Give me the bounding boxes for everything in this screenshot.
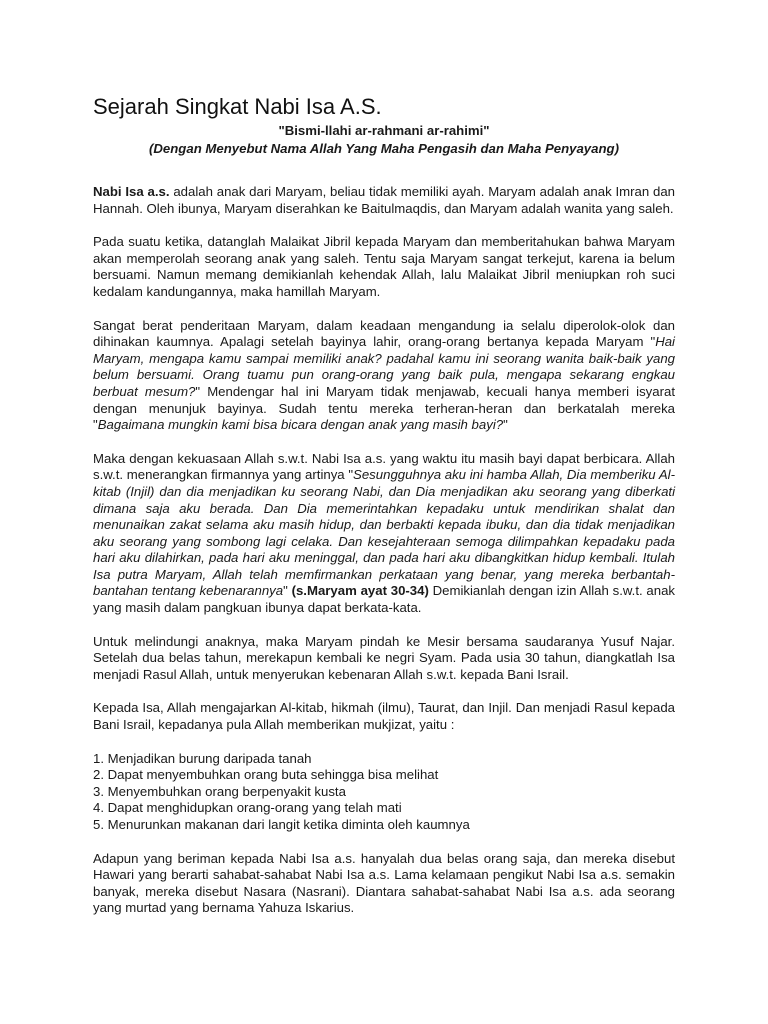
paragraph-egypt: Untuk melindungi anaknya, maka Maryam pindah ke Mesir bersama saudaranya Yusuf Najar. Setelah dua belas tahun, merekapun kembali ke negri Syam. Pada usia 30 tahun, diangkatlah Isa menjadi Rasul Allah, untuk menyerukan kebenaran Allah s.w.t. kepada Bani Israil. <box>93 633 675 682</box>
paragraph-intro <box>93 184 675 217</box>
verse-reference: (s.Maryam ayat 30-34) <box>291 583 429 599</box>
text-segment: " <box>503 417 508 433</box>
paragraph-miracle-speech <box>93 451 675 617</box>
paragraph-intro-text: adalah anak dari Maryam, beliau tidak memiliki ayah. Maryam adalah anak Imran dan Hannah. Oleh ibunya, Maryam diserahkan ke Baitulmaqdis, dan Maryam adalah wanita yang saleh. <box>93 184 675 216</box>
text-segment: " Mendengar hal ini Maryam tidak menjawab, kecuali hanya memberi isyarat dengan menunjuk bayinya. Sudah tentu mereka terheran-heran dan berkatalah mereka " <box>93 383 675 433</box>
list-item: 3. Menyembuhkan orang berpenyakit kusta <box>93 783 346 799</box>
paragraph-teachings: Kepada Isa, Allah mengajarkan Al-kitab, hikmah (ilmu), Taurat, dan Injil. Dan menjadi Rasul kepada Bani Israil, kepadanya pula Allah memberikan mukjizat, yaitu : <box>93 700 675 733</box>
paragraph-jibril: Pada suatu ketika, datanglah Malaikat Jibril kepada Maryam dan memberitahukan bahwa Maryam akan memperolah seorang anak yang saleh. Tentu saja Maryam sangat terkejut, karena ia belum bersuami. Namun memang demikianlah kehendak Allah, lalu Malaikat Jibril meniupkan roh suci kedalam kandungannya, maka hamillah Maryam. <box>93 234 675 299</box>
paragraph-intro-lead: Nabi Isa a.s. <box>93 184 170 199</box>
text-segment: Demikianlah dengan izin Allah s.w.t. anak yang masih dalam pangkuan ibunya dapat berkata-kata. <box>93 583 676 616</box>
list-item: 2. Dapat menyembuhkan orang buta sehingga bisa melihat <box>93 767 439 783</box>
mukjizat-list <box>93 751 675 834</box>
bismillah-arabic-line: "Bismi-llahi ar-rahmani ar-rahimi" <box>278 123 490 138</box>
list-item: 4. Dapat menghidupkan orang-orang yang telah mati <box>93 800 402 816</box>
list-item: 1. Menjadikan burung daripada tanah <box>93 750 312 766</box>
paragraph-maryam-suffering <box>93 318 675 434</box>
quote-italic: Sesungguhnya aku ini hamba Allah, Dia memberiku Al-kitab (Injil) dan dia menjadikan ku seorang Nabi, dan Dia menjadikan aku seorang yang diberkati dimana saja aku berada. Dan Dia memerintahkan kepadaku untuk mendirikan shalat dan menunaikan zakat selama aku masih hidup, dan berbakti kepada ibuku, dan dia tidak menjadikan aku seorang yang sombong lagi celaka. Dan kesejahteraan semoga dilimpahkan kepadaku pada hari aku dilahirkan, pada hari aku meninggal, dan pada hari aku dibangkitkan hidup kembali. Itulah Isa putra Maryam, Allah telah memfirmankan perkataan yang benar, yang mereka berbantah-bantahan tentang kebenarannya <box>93 467 675 599</box>
quote-italic: Hai Maryam, mengapa kamu sampai memiliki anak? padahal kamu ini seorang wanita baik-baik yang belum bersuami. Orang tuamu pun orang-orang yang baik pula, mengapa sekarang engkau berbuat mesum? <box>93 334 675 399</box>
text-segment: Sangat berat penderitaan Maryam, dalam keadaan mengandung ia selalu diperolok-olok dan dihinakan kaumnya. Apalagi setelah bayinya lahir, orang-orang bertanya kepada Maryam " <box>93 317 675 350</box>
text-segment: " <box>283 583 292 599</box>
paragraph-hawari: Adapun yang beriman kepada Nabi Isa a.s. hanyalah dua belas orang saja, dan mereka disebut Hawari yang berarti sahabat-sahabat Nabi Isa a.s. Lama kelamaan pengikut Nabi Isa a.s. semakin banyak, mereka disebut Nasara (Nasrani). Diantara sahabat-sahabat Nabi Isa a.s. ada seorang yang murtad yang bernama Yahuza Iskarius. <box>93 850 675 916</box>
bismillah-block <box>93 122 675 158</box>
document-page <box>93 94 675 934</box>
list-item: 5. Menurunkan makanan dari langit ketika diminta oleh kaumnya <box>93 817 470 832</box>
page-title: Sejarah Singkat Nabi Isa A.S. <box>93 94 382 119</box>
bismillah-translation-line: (Dengan Menyebut Nama Allah Yang Maha Pengasih dan Maha Penyayang) <box>149 141 619 156</box>
text-segment: Maka dengan kekuasaan Allah s.w.t. Nabi Isa a.s. yang waktu itu masih bayi dapat berbicara. Allah s.w.t. menerangkan firmannya yang artinya " <box>93 450 675 483</box>
quote-italic: Bagaimana mungkin kami bisa bicara dengan anak yang masih bayi? <box>97 417 504 433</box>
